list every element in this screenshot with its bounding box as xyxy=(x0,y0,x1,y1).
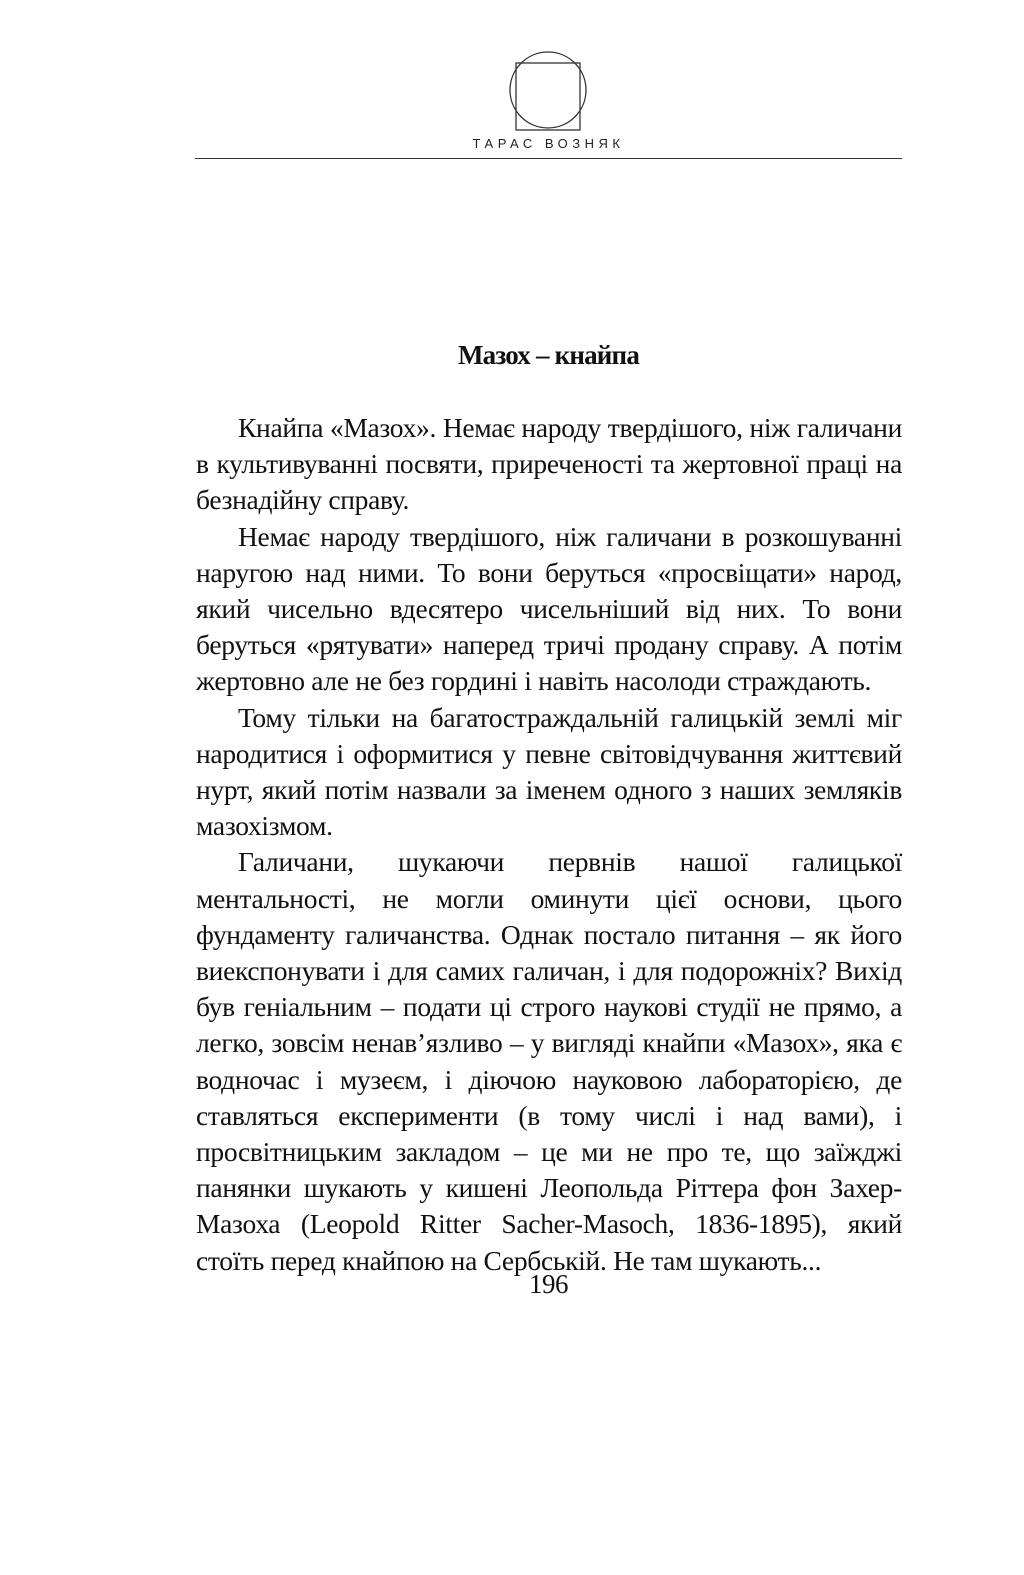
circle-square-emblem-icon xyxy=(507,45,589,135)
paragraph: Галичани, шукаючи первнів нашої галицької ментальності, не могли оминути цієї основи, цього фундаменту галичанства. Однак постало питання – як його виекспонувати і для самих галичан, і для подорожніх? Вихід був геніальним – подати ці строго наукові студії не прямо, а легко, зовсім ненав’язливо – у вигляді кнайпи «Мазох», яка є водночас і музеєм, і діючою науковою лабораторією, де ставляться експерименти (в тому числі і над вами), і просвітницьким закладом – це ми не про те, що заїжджі панянки шукають у кишені Леопольда Ріттера фон Захер-Мазоха (Leopold Ritter Sacher-Masoch, 1836-1895), який стоїть перед кнайпою на Сербській. Не там шукають... xyxy=(196,846,902,1276)
paragraph: Кнайпа «Мазох». Немає народу твердішого, ніж галичани в культивуванні посвяти, приреченості та жертовної праці на безнадійну справу. xyxy=(196,412,902,516)
header-rule xyxy=(195,158,902,159)
chapter-body xyxy=(196,410,902,1279)
paragraph: Немає народу твердішого, ніж галичани в розкошуванні наругою над ними. То вони беруться «просвіщати» народ, який чисельно вдесятеро чисельніший від них. То вони беруться «рятувати» наперед тричі продану справу. А потім жертовно але не без гордині і навіть насолоди страждають. xyxy=(196,520,902,697)
paragraph: Тому тільки на багатостраждальній галицькій землі міг народитися і оформитися у певне світовідчування життєвий нурт, який потім назвали за іменем одного з наших земляків мазохізмом. xyxy=(196,701,902,842)
chapter-title: Мазох – кнайпа xyxy=(457,340,640,370)
page-number: 196 xyxy=(529,1269,568,1299)
running-head: ТАРАС ВОЗНЯК xyxy=(472,136,625,151)
